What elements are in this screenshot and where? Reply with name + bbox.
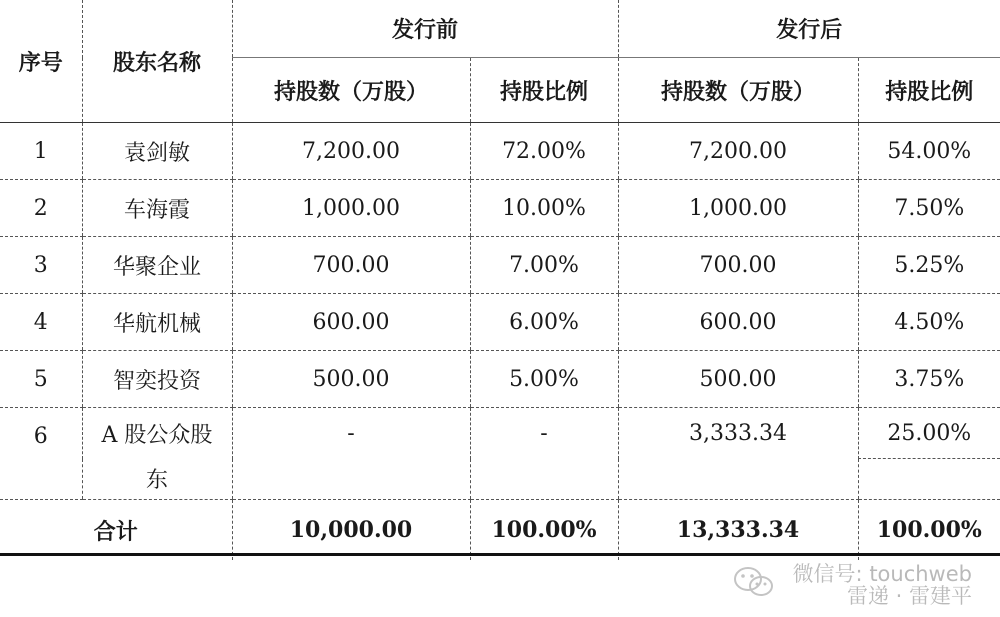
- total-label: 合计: [93, 519, 138, 545]
- row-before-ratio: 72.00%: [470, 123, 618, 180]
- row-before-ratio: 7.00%: [470, 237, 618, 294]
- row-after-shares: 700.00: [618, 237, 858, 294]
- header-seq: 序号: [0, 0, 82, 123]
- header-before-ratio: 持股比例: [470, 58, 618, 123]
- empty-cell: [858, 459, 1000, 500]
- row-before-ratio: 6.00%: [470, 294, 618, 351]
- row-after-shares: 7,200.00: [618, 123, 858, 180]
- row-name: 袁剑敏: [82, 123, 232, 180]
- table-bottom-rule: [0, 553, 1000, 556]
- row-seq: 3: [0, 237, 82, 294]
- row-after-shares: 500.00: [618, 351, 858, 408]
- table-row: [0, 237, 1000, 294]
- row-seq: 6: [0, 408, 82, 500]
- row-before-shares: 700.00: [232, 237, 470, 294]
- header-before-shares: 持股数（万股）: [232, 58, 470, 123]
- row-before-shares: 600.00: [232, 294, 470, 351]
- header-after-shares: 持股数（万股）: [618, 58, 858, 123]
- table-row: [0, 123, 1000, 180]
- row-seq: 4: [0, 294, 82, 351]
- row-after-ratio: 3.75%: [858, 351, 1000, 408]
- table-row: [0, 408, 1000, 459]
- watermark: [793, 563, 972, 607]
- header-after-ratio: 持股比例: [858, 58, 1000, 123]
- row-before-ratio: 5.00%: [470, 351, 618, 408]
- total-row: [0, 500, 1000, 561]
- row-before-shares: 500.00: [232, 351, 470, 408]
- row-after-shares: 1,000.00: [618, 180, 858, 237]
- row-before-shares: -: [232, 408, 470, 459]
- empty-cell: [470, 459, 618, 500]
- empty-cell: [618, 459, 858, 500]
- row-before-shares: 1,000.00: [232, 180, 470, 237]
- total-before-ratio: 100.00%: [470, 500, 618, 561]
- total-after-shares: 13,333.34: [618, 500, 858, 561]
- row-after-ratio: 7.50%: [858, 180, 1000, 237]
- row-name: 华聚企业: [82, 237, 232, 294]
- row-before-ratio: -: [470, 408, 618, 459]
- row-before-shares: 7,200.00: [232, 123, 470, 180]
- table-row: [0, 351, 1000, 408]
- row-after-shares: 600.00: [618, 294, 858, 351]
- row-name: A 股公众股: [82, 408, 232, 459]
- watermark-line2: 雷递 · 雷建平: [846, 584, 972, 608]
- row-name-continuation: 东: [82, 459, 232, 500]
- total-after-ratio: 100.00%: [858, 500, 1000, 561]
- row-after-shares: 3,333.34: [618, 408, 858, 459]
- row-before-ratio: 10.00%: [470, 180, 618, 237]
- header-name: 股东名称: [82, 0, 232, 123]
- row-seq: 5: [0, 351, 82, 408]
- row-after-ratio: 4.50%: [858, 294, 1000, 351]
- watermark-line1: 微信号: touchweb: [792, 562, 972, 586]
- row-name: 智奕投资: [82, 351, 232, 408]
- table-row-continuation: [0, 459, 1000, 500]
- row-seq: 2: [0, 180, 82, 237]
- row-after-ratio: 5.25%: [858, 237, 1000, 294]
- row-after-ratio: 54.00%: [858, 123, 1000, 180]
- row-seq: 1: [0, 123, 82, 180]
- table-row: [0, 180, 1000, 237]
- header-after: 发行后: [618, 0, 1000, 58]
- row-name: 华航机械: [82, 294, 232, 351]
- row-after-ratio: 25.00%: [858, 408, 1000, 459]
- header-before: 发行前: [232, 0, 618, 58]
- empty-cell: [232, 459, 470, 500]
- table-row: [0, 294, 1000, 351]
- total-before-shares: 10,000.00: [232, 500, 470, 561]
- row-name: 车海霞: [82, 180, 232, 237]
- wechat-icon: [733, 565, 775, 599]
